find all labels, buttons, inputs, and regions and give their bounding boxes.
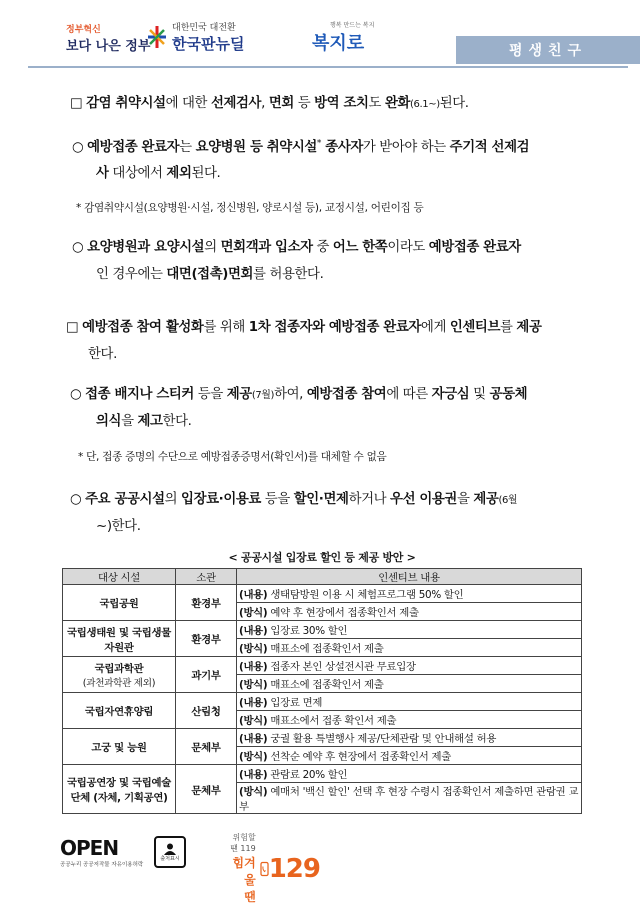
text-span: 의	[204, 240, 221, 255]
incentive-text: 예약 후 현장에서 접종확인서 제출	[267, 607, 419, 619]
column-header: 인센티브 내용	[237, 569, 582, 585]
open-license-caption: 공공누리 공공저작물 자유이용허락	[60, 862, 144, 868]
text-span: 예방접종 완료자	[428, 240, 521, 255]
bokjiro-small-text: 행복 만드는 복지	[330, 22, 375, 29]
footnote-mark: *	[316, 138, 322, 149]
facility-name: 국립생태원 및 국립생물자원관	[66, 626, 171, 654]
facility-note: (과천과학관 제외)	[82, 678, 156, 689]
text-span: 를 허용한다.	[253, 267, 324, 282]
incentive-label: (방식)	[239, 786, 268, 798]
text-span: 예방접종 완료자	[87, 140, 180, 155]
gov-innovation-logo	[66, 22, 150, 54]
text-span: 등을	[193, 387, 227, 402]
department-cell: 환경부	[176, 585, 237, 621]
incentive-text: 관람료 20% 할인	[267, 769, 348, 781]
bokjiro-logo	[312, 20, 374, 55]
table-row	[63, 693, 582, 711]
hotline-banner	[230, 832, 320, 905]
table-row	[63, 585, 582, 603]
incentive-label: (내용)	[239, 733, 268, 745]
facility-name: 국립자연휴양림	[84, 706, 154, 718]
incentive-text: 생태탐방원 이용 시 체험프로그램 50% 할인	[267, 589, 464, 601]
newdeal-main-text: 한국판뉴딜	[172, 35, 245, 53]
text-span: 우선 이용권	[390, 492, 457, 507]
hotline-main-text: 힘겨울 땐	[232, 856, 256, 904]
text-span: 접종 배지나 스티커	[85, 387, 194, 402]
incentive-text: 매표소에서 접종 확인서 제출	[267, 715, 397, 727]
incentive-label: (방식)	[239, 607, 268, 619]
text-span: 인 경우에는	[96, 267, 167, 282]
incentive-cell	[237, 693, 582, 711]
text-span: 방역 조치	[314, 96, 369, 111]
incentive-cell	[237, 747, 582, 765]
table-body	[63, 585, 582, 814]
facility-cell	[63, 585, 176, 621]
open-logo-text: OPEN	[60, 836, 119, 860]
incentive-cell	[237, 765, 582, 783]
text-span: 하여,	[274, 387, 307, 402]
hotline-small-text: 위험할 땐 119	[230, 833, 256, 853]
facility-name: 국립공원	[99, 598, 139, 610]
text-span: 1차 접종자와 예방접종 완료자	[248, 320, 421, 335]
table-caption: < 공공시설 입장료 할인 등 제공 방안 >	[228, 551, 416, 564]
text-span: 에 대한	[165, 96, 211, 111]
column-header: 대상 시설	[63, 569, 176, 585]
incentive-text: 입장료 30% 할인	[267, 625, 348, 637]
text-span: 된다.	[439, 96, 469, 111]
circle-bullet: ○	[72, 140, 88, 155]
incentive-label: (방식)	[239, 679, 268, 691]
text-span: 도	[368, 96, 385, 111]
facility-cell	[63, 693, 176, 729]
header	[0, 0, 640, 72]
facility-cell	[63, 621, 176, 657]
text-span: 이라도	[387, 240, 429, 255]
incentive-label: (방식)	[239, 643, 268, 655]
text-span: 를	[500, 320, 517, 335]
department-cell: 산림청	[176, 693, 237, 729]
text-span: 선제검사	[210, 96, 262, 111]
footnote-2: * 단, 접종 증명의 수단으로 예방접종증명서(확인서)를 대체할 수 없음	[78, 451, 387, 463]
text-span: (6.1~)	[410, 99, 440, 110]
text-span: 예방접종 참여 활성화	[82, 320, 204, 335]
text-span: 의식	[96, 414, 122, 429]
text-span: 예방접종 참여	[306, 387, 387, 402]
incentive-cell	[237, 729, 582, 747]
incentive-text: 매표소에 접종확인서 제출	[267, 643, 384, 655]
incentive-cell	[237, 675, 582, 693]
footnote-1: * 감염취약시설(요양병원·시설, 정신병원, 양로시설 등), 교정시설, 어린이집 등	[76, 202, 424, 214]
text-span: 종사자	[321, 140, 363, 155]
paragraph-1	[70, 92, 469, 111]
department-cell: 환경부	[176, 621, 237, 657]
bokjiro-main-text: 복지로	[312, 33, 365, 54]
square-bullet: □	[70, 96, 83, 111]
text-span: 주요 공공시설	[85, 492, 165, 507]
facility-cell	[63, 765, 176, 814]
facility-name: 국립공연장 및 국립예술단체 (자체, 기획공연)	[66, 777, 171, 804]
text-span: 대면(접촉)면회	[166, 267, 254, 282]
text-span: 자긍심	[431, 387, 470, 402]
text-span: 제고	[137, 414, 163, 429]
text-span: 어느 한쪽	[332, 240, 388, 255]
paragraph-3-line-1	[72, 236, 521, 255]
newdeal-small-text: 대한민국 대전환	[172, 23, 236, 33]
text-span: 완화	[384, 96, 411, 111]
incentive-text: 입장료 면제	[267, 697, 323, 709]
incentive-label: (방식)	[239, 751, 268, 763]
paragraph-5-line-1	[70, 383, 527, 402]
incentive-label: (내용)	[239, 697, 268, 709]
text-span: ,	[261, 96, 269, 111]
table-row	[63, 657, 582, 675]
incentive-text: 궁궐 활용 특별행사 제공/단체관람 및 안내해설 허용	[267, 733, 497, 745]
table-header-row	[63, 569, 582, 585]
text-span: 제공	[516, 320, 542, 335]
gov-logo-main-text: 보다 나은 정부	[66, 39, 151, 54]
paragraph-4-line-1	[66, 316, 542, 335]
text-span: (7월)	[251, 390, 275, 401]
table-row	[63, 729, 582, 747]
text-span: 면회객과 입소자	[220, 240, 313, 255]
incentive-table	[62, 568, 582, 814]
department-cell: 과기부	[176, 657, 237, 693]
department-cell: 문체부	[176, 729, 237, 765]
incentive-label: (내용)	[239, 769, 268, 781]
incentive-label: (내용)	[239, 661, 268, 673]
incentive-label: (내용)	[239, 625, 268, 637]
korea-newdeal-icon	[146, 24, 168, 50]
incentive-cell	[237, 783, 582, 814]
text-span: 에 따른	[386, 387, 432, 402]
attribution-tag: 출처표시	[160, 855, 180, 862]
text-span: 감염 취약시설	[86, 96, 166, 111]
text-span: 공동체	[489, 387, 528, 402]
incentive-cell	[237, 657, 582, 675]
text-span: (6월	[498, 495, 518, 506]
text-span: 면회	[268, 96, 294, 111]
department-cell: 문체부	[176, 765, 237, 814]
facility-name: 국립과학관	[94, 663, 144, 675]
paragraph-5-line-2	[96, 410, 192, 429]
text-span: 등을	[260, 492, 294, 507]
incentive-cell	[237, 603, 582, 621]
text-span: 할인·면제	[293, 492, 349, 507]
incentive-text: 매표소에 접종확인서 제출	[267, 679, 384, 691]
text-span: 한다.	[162, 414, 192, 429]
person-icon	[163, 843, 177, 855]
text-span: 주기적 선제검	[449, 140, 530, 155]
text-span: 요양병원과 요양시설	[87, 240, 205, 255]
incentive-cell	[237, 711, 582, 729]
text-span: 대상에서	[108, 166, 167, 181]
text-span: 는	[179, 140, 196, 155]
newdeal-logo	[146, 20, 244, 54]
text-span: 을	[121, 414, 138, 429]
text-span: 된다.	[191, 166, 221, 181]
facility-cell	[63, 729, 176, 765]
text-span: 제공	[226, 387, 252, 402]
facility-name: 고궁 및 능원	[91, 742, 147, 754]
text-span: 및	[469, 387, 490, 402]
text-span: 인센티브	[449, 320, 501, 335]
text-span: 를 위해	[203, 320, 249, 335]
lifelong-friend-badge: 평생친구	[456, 36, 640, 64]
phone-icon	[260, 854, 269, 884]
paragraph-4-line-2: 한다.	[88, 347, 117, 362]
gov-logo-small-text: 정부혁신	[66, 25, 101, 35]
square-bullet: □	[66, 320, 83, 335]
footer	[60, 832, 320, 904]
text-span: 의	[164, 492, 182, 507]
attribution-type-icon	[154, 836, 186, 868]
text-span: 제공	[473, 492, 499, 507]
text-span: 중	[312, 240, 333, 255]
incentive-text: 예매처 '백신 할인' 선택 후 현장 수령시 접종확인서 제출하면 관람권 교부	[239, 786, 579, 813]
table-row	[63, 765, 582, 783]
incentive-cell	[237, 639, 582, 657]
column-header: 소관	[176, 569, 237, 585]
incentive-label: (내용)	[239, 589, 268, 601]
paragraph-2-line-1	[72, 136, 529, 155]
kogl-open-license	[60, 836, 150, 876]
paragraph-2-line-2	[96, 162, 220, 181]
circle-bullet: ○	[70, 492, 86, 507]
circle-bullet: ○	[70, 387, 86, 402]
text-span: 요양병원 등 취약시설	[195, 140, 317, 155]
circle-bullet: ○	[72, 240, 88, 255]
incentive-text: 접종자 본인 상설전시관 무료입장	[267, 661, 416, 673]
table-row	[63, 621, 582, 639]
text-span: 사	[96, 166, 109, 181]
text-span: 에게	[420, 320, 450, 335]
hotline-number: 129	[268, 853, 320, 884]
text-span: 입장료·이용료	[181, 492, 261, 507]
paragraph-6-line-2: ~)한다.	[96, 519, 141, 534]
paragraph-3-line-2	[96, 263, 323, 282]
incentive-cell	[237, 585, 582, 603]
text-span: 제외	[166, 166, 192, 181]
text-span: 가 받아야 하는	[362, 140, 450, 155]
header-divider	[28, 66, 628, 68]
text-span: 을	[456, 492, 474, 507]
incentive-text: 선착순 예약 후 현장에서 접종확인서 제출	[267, 751, 451, 763]
incentive-cell	[237, 621, 582, 639]
text-span: 등	[293, 96, 315, 111]
incentive-label: (방식)	[239, 715, 268, 727]
paragraph-6-line-1	[70, 488, 517, 507]
text-span: 하거나	[348, 492, 391, 507]
facility-cell	[63, 657, 176, 693]
